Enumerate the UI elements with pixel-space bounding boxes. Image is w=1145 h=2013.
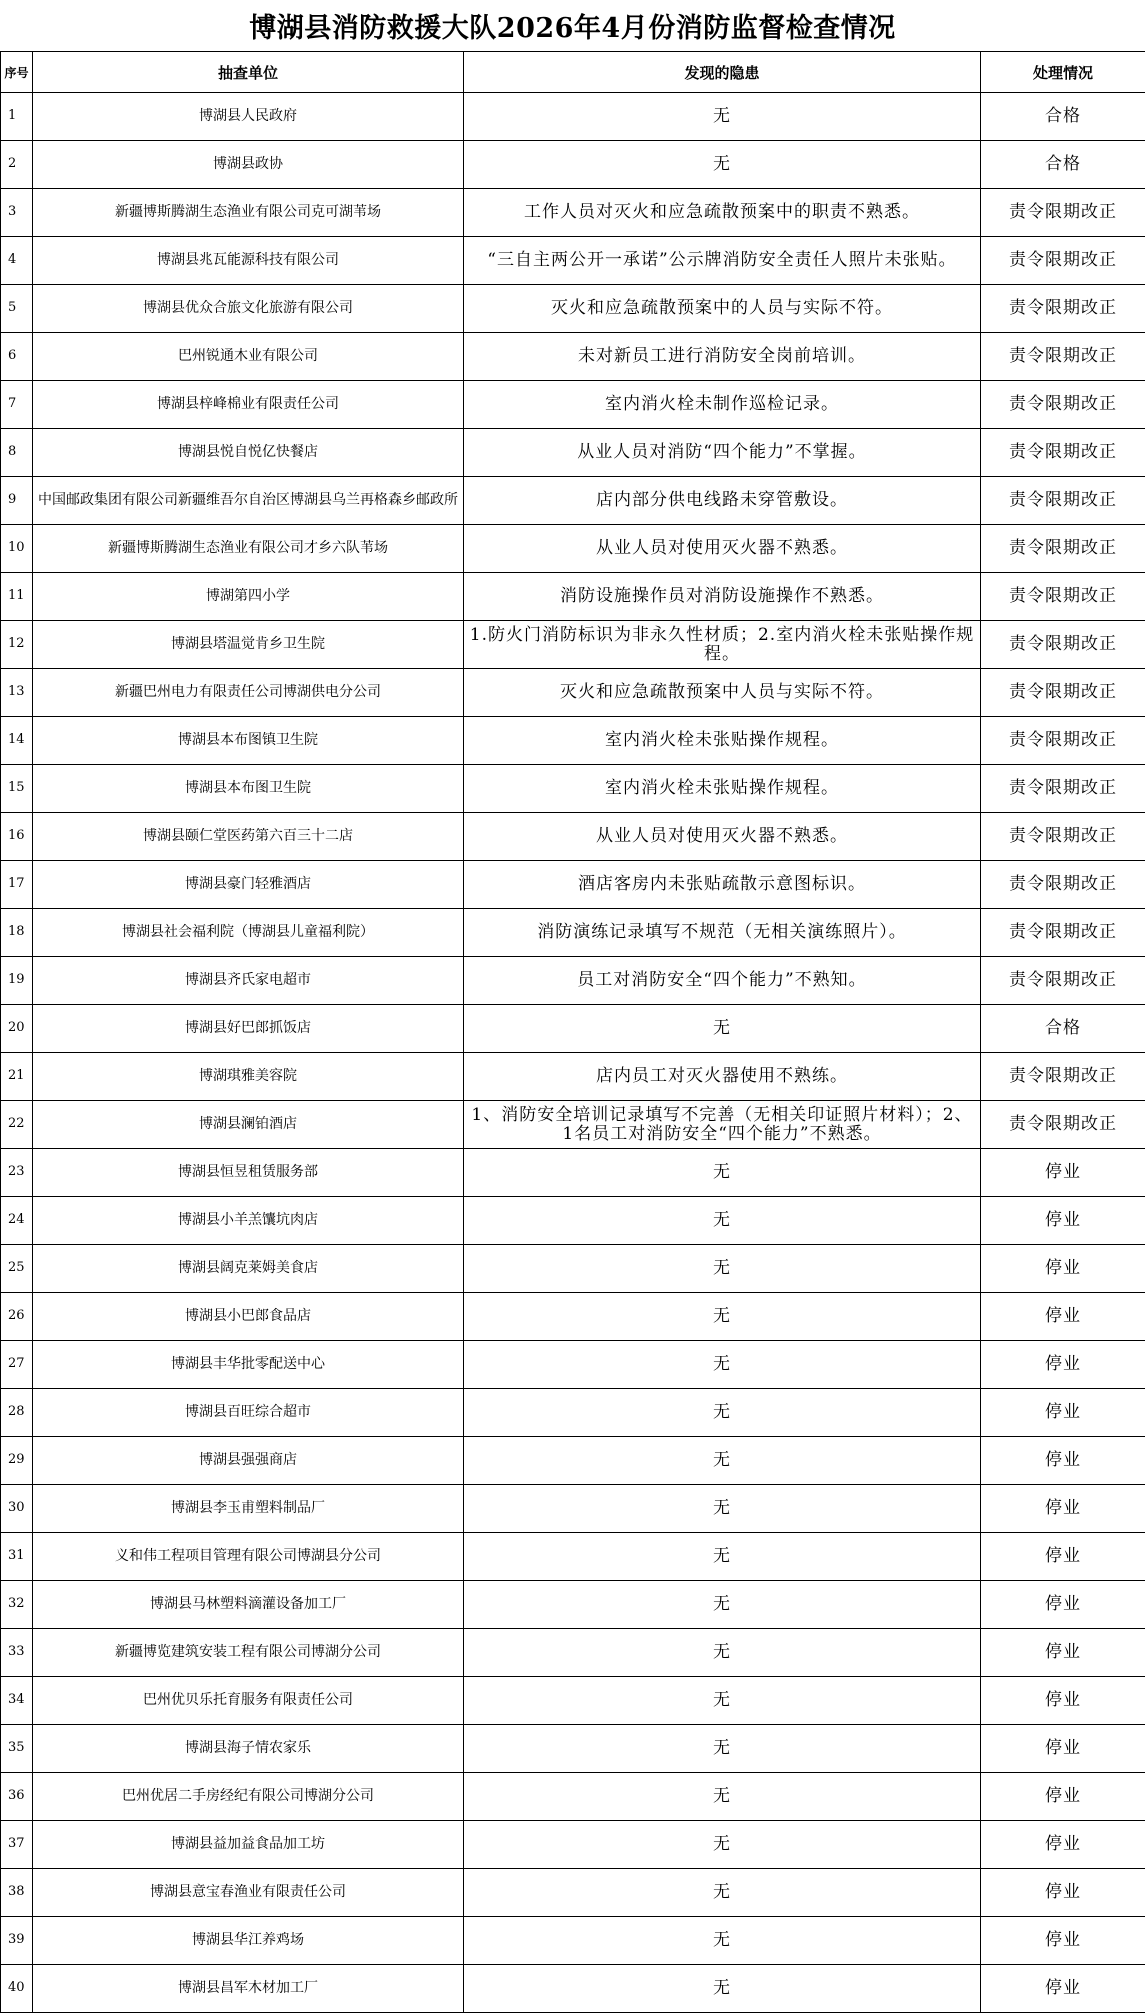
- row-index: 4: [1, 237, 33, 285]
- hazard-found: 1、消防安全培训记录填写不完善（无相关印证照片材料）；2、1名员工对消防安全“四个能力”不熟悉。: [464, 1101, 981, 1149]
- table-row: [1, 141, 1145, 189]
- inspected-unit: 博湖县本布图卫生院: [33, 765, 464, 813]
- handling-result: 停业: [981, 1773, 1145, 1821]
- handling-result: 责令限期改正: [981, 861, 1145, 909]
- hazard-found: 无: [464, 1437, 981, 1485]
- hazard-found: 无: [464, 1821, 981, 1869]
- hazard-found: 无: [464, 1677, 981, 1725]
- handling-result: 责令限期改正: [981, 285, 1145, 333]
- row-index: 26: [1, 1293, 33, 1341]
- table-row: [1, 93, 1145, 141]
- handling-result: 责令限期改正: [981, 765, 1145, 813]
- inspected-unit: 博湖县恒昱租赁服务部: [33, 1149, 464, 1197]
- row-index: 38: [1, 1869, 33, 1917]
- handling-result: 停业: [981, 1485, 1145, 1533]
- handling-result: 责令限期改正: [981, 381, 1145, 429]
- inspected-unit: 巴州锐通木业有限公司: [33, 333, 464, 381]
- inspected-unit: 博湖县华江养鸡场: [33, 1917, 464, 1965]
- handling-result: 责令限期改正: [981, 1053, 1145, 1101]
- row-index: 5: [1, 285, 33, 333]
- row-index: 13: [1, 669, 33, 717]
- row-index: 1: [1, 93, 33, 141]
- hazard-found: 酒店客房内未张贴疏散示意图标识。: [464, 861, 981, 909]
- hazard-found: 无: [464, 1869, 981, 1917]
- row-index: 18: [1, 909, 33, 957]
- table-row: [1, 1725, 1145, 1773]
- table-row: [1, 237, 1145, 285]
- handling-result: 停业: [981, 1533, 1145, 1581]
- handling-result: 责令限期改正: [981, 717, 1145, 765]
- inspected-unit: 博湖县悦自悦亿快餐店: [33, 429, 464, 477]
- row-index: 20: [1, 1005, 33, 1053]
- inspected-unit: 新疆博斯腾湖生态渔业有限公司克可湖苇场: [33, 189, 464, 237]
- hazard-found: 无: [464, 141, 981, 189]
- handling-result: 停业: [981, 1341, 1145, 1389]
- inspected-unit: 博湖琪雅美容院: [33, 1053, 464, 1101]
- inspected-unit: 博湖县小羊羔馕坑肉店: [33, 1197, 464, 1245]
- hazard-found: 无: [464, 1773, 981, 1821]
- handling-result: 合格: [981, 1005, 1145, 1053]
- row-index: 22: [1, 1101, 33, 1149]
- inspected-unit: 博湖县小巴郎食品店: [33, 1293, 464, 1341]
- handling-result: 责令限期改正: [981, 477, 1145, 525]
- table-row: [1, 1341, 1145, 1389]
- handling-result: 停业: [981, 1245, 1145, 1293]
- table-row: [1, 765, 1145, 813]
- hazard-found: 从业人员对消防“四个能力”不掌握。: [464, 429, 981, 477]
- handling-result: 责令限期改正: [981, 813, 1145, 861]
- inspected-unit: 博湖县本布图镇卫生院: [33, 717, 464, 765]
- hazard-found: 1.防火门消防标识为非永久性材质；2.室内消火栓未张贴操作规程。: [464, 621, 981, 669]
- inspected-unit: 博湖县人民政府: [33, 93, 464, 141]
- inspected-unit: 博湖县海子情农家乐: [33, 1725, 464, 1773]
- hazard-found: 无: [464, 1485, 981, 1533]
- hazard-found: 无: [464, 1389, 981, 1437]
- inspected-unit: 新疆博览建筑安装工程有限公司博湖分公司: [33, 1629, 464, 1677]
- hazard-found: 无: [464, 1629, 981, 1677]
- hazard-found: 无: [464, 1245, 981, 1293]
- inspected-unit: 义和伟工程项目管理有限公司博湖县分公司: [33, 1533, 464, 1581]
- hazard-found: 无: [464, 1917, 981, 1965]
- hazard-found: 无: [464, 1533, 981, 1581]
- row-index: 25: [1, 1245, 33, 1293]
- hazard-found: 消防设施操作员对消防设施操作不熟悉。: [464, 573, 981, 621]
- handling-result: 合格: [981, 141, 1145, 189]
- handling-result: 停业: [981, 1197, 1145, 1245]
- row-index: 24: [1, 1197, 33, 1245]
- inspected-unit: 博湖县丰华批零配送中心: [33, 1341, 464, 1389]
- page-title: 博湖县消防救援大队2026年4月份消防监督检查情况: [249, 13, 896, 44]
- header-index: 序号: [1, 52, 33, 93]
- table-header-row: [1, 52, 1145, 93]
- row-index: 3: [1, 189, 33, 237]
- inspected-unit: 博湖县优众合旅文化旅游有限公司: [33, 285, 464, 333]
- hazard-found: 员工对消防安全“四个能力”不熟知。: [464, 957, 981, 1005]
- inspected-unit: 博湖县强强商店: [33, 1437, 464, 1485]
- row-index: 15: [1, 765, 33, 813]
- handling-result: 责令限期改正: [981, 909, 1145, 957]
- table-row: [1, 477, 1145, 525]
- handling-result: 责令限期改正: [981, 525, 1145, 573]
- row-index: 9: [1, 477, 33, 525]
- hazard-found: 从业人员对使用灭火器不熟悉。: [464, 813, 981, 861]
- inspected-unit: 新疆巴州电力有限责任公司博湖供电分公司: [33, 669, 464, 717]
- inspected-unit: 博湖县李玉甫塑料制品厂: [33, 1485, 464, 1533]
- table-row: [1, 1485, 1145, 1533]
- handling-result: 停业: [981, 1965, 1145, 2013]
- table-row: [1, 1533, 1145, 1581]
- row-index: 31: [1, 1533, 33, 1581]
- inspected-unit: 博湖县齐氏家电超市: [33, 957, 464, 1005]
- hazard-found: 消防演练记录填写不规范（无相关演练照片）。: [464, 909, 981, 957]
- inspected-unit: 博湖县意宝春渔业有限责任公司: [33, 1869, 464, 1917]
- row-index: 33: [1, 1629, 33, 1677]
- row-index: 7: [1, 381, 33, 429]
- table-row: [1, 285, 1145, 333]
- row-index: 39: [1, 1917, 33, 1965]
- table-row: [1, 669, 1145, 717]
- row-index: 23: [1, 1149, 33, 1197]
- hazard-found: 未对新员工进行消防安全岗前培训。: [464, 333, 981, 381]
- hazard-found: “三自主两公开一承诺”公示牌消防安全责任人照片未张贴。: [464, 237, 981, 285]
- inspected-unit: 博湖县塔温觉肯乡卫生院: [33, 621, 464, 669]
- hazard-found: 无: [464, 1005, 981, 1053]
- table-row: [1, 189, 1145, 237]
- handling-result: 停业: [981, 1677, 1145, 1725]
- table-row: [1, 1821, 1145, 1869]
- handling-result: 停业: [981, 1629, 1145, 1677]
- hazard-found: 无: [464, 1197, 981, 1245]
- table-row: [1, 1389, 1145, 1437]
- hazard-found: 室内消火栓未张贴操作规程。: [464, 717, 981, 765]
- table-row: [1, 1149, 1145, 1197]
- handling-result: 停业: [981, 1389, 1145, 1437]
- table-row: [1, 1053, 1145, 1101]
- table-row: [1, 861, 1145, 909]
- inspected-unit: 博湖第四小学: [33, 573, 464, 621]
- handling-result: 责令限期改正: [981, 429, 1145, 477]
- row-index: 36: [1, 1773, 33, 1821]
- table-row: [1, 1197, 1145, 1245]
- inspected-unit: 博湖县益加益食品加工坊: [33, 1821, 464, 1869]
- table-row: [1, 1773, 1145, 1821]
- row-index: 27: [1, 1341, 33, 1389]
- row-index: 30: [1, 1485, 33, 1533]
- inspected-unit: 巴州优居二手房经纪有限公司博湖分公司: [33, 1773, 464, 1821]
- table-row: [1, 1245, 1145, 1293]
- handling-result: 责令限期改正: [981, 333, 1145, 381]
- inspected-unit: 博湖县阔克莱姆美食店: [33, 1245, 464, 1293]
- row-index: 2: [1, 141, 33, 189]
- row-index: 34: [1, 1677, 33, 1725]
- header-unit: 抽查单位: [33, 52, 464, 93]
- inspected-unit: 博湖县社会福利院（博湖县儿童福利院）: [33, 909, 464, 957]
- row-index: 8: [1, 429, 33, 477]
- handling-result: 责令限期改正: [981, 957, 1145, 1005]
- inspected-unit: 巴州优贝乐托育服务有限责任公司: [33, 1677, 464, 1725]
- hazard-found: 无: [464, 1149, 981, 1197]
- inspected-unit: 博湖县马林塑料滴灌设备加工厂: [33, 1581, 464, 1629]
- table-row: [1, 621, 1145, 669]
- handling-result: 责令限期改正: [981, 189, 1145, 237]
- handling-result: 责令限期改正: [981, 573, 1145, 621]
- handling-result: 停业: [981, 1917, 1145, 1965]
- handling-result: 停业: [981, 1821, 1145, 1869]
- table-row: [1, 429, 1145, 477]
- table-row: [1, 381, 1145, 429]
- table-row: [1, 957, 1145, 1005]
- table-row: [1, 813, 1145, 861]
- table-row: [1, 1581, 1145, 1629]
- table-row: [1, 573, 1145, 621]
- inspected-unit: 博湖县豪门轻雅酒店: [33, 861, 464, 909]
- hazard-found: 无: [464, 93, 981, 141]
- table-row: [1, 1293, 1145, 1341]
- hazard-found: 无: [464, 1293, 981, 1341]
- inspected-unit: 博湖县颐仁堂医药第六百三十二店: [33, 813, 464, 861]
- hazard-found: 无: [464, 1581, 981, 1629]
- handling-result: 责令限期改正: [981, 621, 1145, 669]
- row-index: 40: [1, 1965, 33, 2013]
- inspected-unit: 中国邮政集团有限公司新疆维吾尔自治区博湖县乌兰再格森乡邮政所: [33, 477, 464, 525]
- row-index: 6: [1, 333, 33, 381]
- hazard-found: 工作人员对灭火和应急疏散预案中的职责不熟悉。: [464, 189, 981, 237]
- table-row: [1, 1869, 1145, 1917]
- row-index: 16: [1, 813, 33, 861]
- handling-result: 停业: [981, 1725, 1145, 1773]
- table-row: [1, 333, 1145, 381]
- row-index: 11: [1, 573, 33, 621]
- table-row: [1, 909, 1145, 957]
- hazard-found: 室内消火栓未张贴操作规程。: [464, 765, 981, 813]
- table-row: [1, 1677, 1145, 1725]
- row-index: 21: [1, 1053, 33, 1101]
- hazard-found: 无: [464, 1725, 981, 1773]
- hazard-found: 店内部分供电线路未穿管敷设。: [464, 477, 981, 525]
- table-row: [1, 1629, 1145, 1677]
- hazard-found: 无: [464, 1341, 981, 1389]
- hazard-found: 从业人员对使用灭火器不熟悉。: [464, 525, 981, 573]
- hazard-found: 灭火和应急疏散预案中的人员与实际不符。: [464, 285, 981, 333]
- inspected-unit: 博湖县百旺综合超市: [33, 1389, 464, 1437]
- table-row: [1, 1965, 1145, 2013]
- table-row: [1, 1101, 1145, 1149]
- handling-result: 停业: [981, 1293, 1145, 1341]
- row-index: 29: [1, 1437, 33, 1485]
- header-hazard: 发现的隐患: [464, 52, 981, 93]
- handling-result: 停业: [981, 1869, 1145, 1917]
- handling-result: 停业: [981, 1581, 1145, 1629]
- handling-result: 责令限期改正: [981, 669, 1145, 717]
- hazard-found: 灭火和应急疏散预案中人员与实际不符。: [464, 669, 981, 717]
- handling-result: 停业: [981, 1437, 1145, 1485]
- row-index: 10: [1, 525, 33, 573]
- table-row: [1, 1917, 1145, 1965]
- inspected-unit: 博湖县梓峰棉业有限责任公司: [33, 381, 464, 429]
- hazard-found: 室内消火栓未制作巡检记录。: [464, 381, 981, 429]
- handling-result: 合格: [981, 93, 1145, 141]
- hazard-found: 无: [464, 1965, 981, 2013]
- inspected-unit: 博湖县政协: [33, 141, 464, 189]
- table-row: [1, 525, 1145, 573]
- row-index: 12: [1, 621, 33, 669]
- table-row: [1, 717, 1145, 765]
- inspected-unit: 博湖县昌军木材加工厂: [33, 1965, 464, 2013]
- inspected-unit: 博湖县好巴郎抓饭店: [33, 1005, 464, 1053]
- row-index: 14: [1, 717, 33, 765]
- table-row: [1, 1437, 1145, 1485]
- header-result: 处理情况: [981, 52, 1145, 93]
- row-index: 28: [1, 1389, 33, 1437]
- table-row: [1, 1005, 1145, 1053]
- inspection-table: [0, 51, 1145, 2013]
- row-index: 19: [1, 957, 33, 1005]
- row-index: 17: [1, 861, 33, 909]
- handling-result: 责令限期改正: [981, 237, 1145, 285]
- row-index: 35: [1, 1725, 33, 1773]
- hazard-found: 店内员工对灭火器使用不熟练。: [464, 1053, 981, 1101]
- row-index: 37: [1, 1821, 33, 1869]
- inspected-unit: 博湖县兆瓦能源科技有限公司: [33, 237, 464, 285]
- handling-result: 停业: [981, 1149, 1145, 1197]
- handling-result: 责令限期改正: [981, 1101, 1145, 1149]
- row-index: 32: [1, 1581, 33, 1629]
- inspected-unit: 博湖县澜铂酒店: [33, 1101, 464, 1149]
- inspected-unit: 新疆博斯腾湖生态渔业有限公司才乡六队苇场: [33, 525, 464, 573]
